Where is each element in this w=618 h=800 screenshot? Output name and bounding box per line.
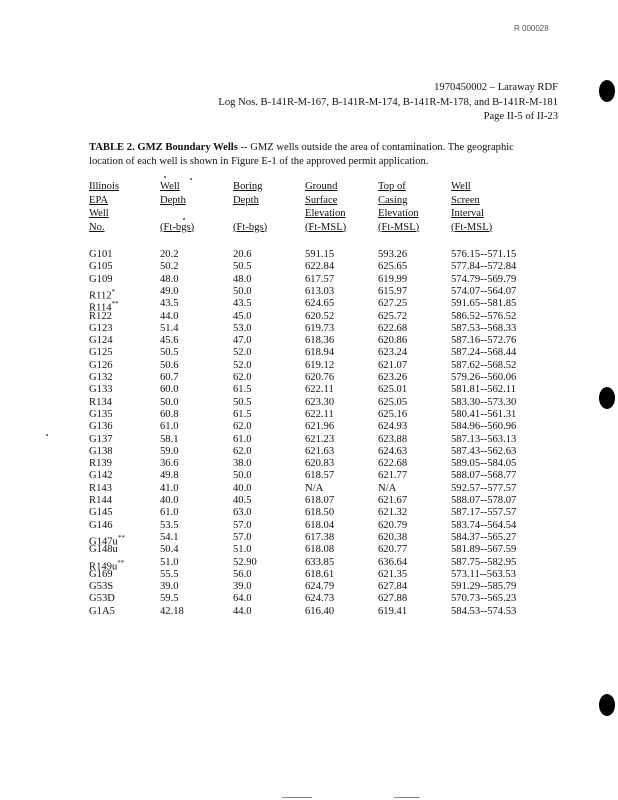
table-cell: 620.79: [378, 519, 408, 531]
well-id-cell: G101: [89, 249, 113, 260]
table-cell: 587.16--572.76: [451, 335, 517, 347]
scan-edge-mark: [282, 797, 312, 798]
table-cell: 591.65--581.85: [451, 298, 517, 310]
table-cell: 50.5: [233, 396, 252, 408]
well-id-cell: G105: [89, 261, 113, 273]
table-cell: 40.5: [233, 495, 252, 506]
table-cell: 20.6: [233, 249, 252, 260]
well-id-cell: G146: [89, 519, 113, 531]
table-cell: 591.29--585.79: [451, 581, 517, 593]
table-cell: 64.0: [233, 593, 252, 605]
column-header-well-depth: Well Depth (Ft-bgs): [160, 181, 195, 233]
well-id-cell: G53D: [89, 593, 115, 605]
table-cell: 625.01: [378, 384, 408, 396]
table-cell: 52.0: [233, 347, 252, 359]
table-cell: 52.0: [233, 359, 252, 371]
table-cell: 63.0: [233, 507, 252, 519]
table-cell: 60.8: [160, 408, 179, 420]
table-cell: 50.0: [233, 470, 252, 482]
table-cell: 623.26: [378, 372, 408, 383]
table-cell: 42.18: [160, 605, 184, 617]
table-cell: 574.79--569.79: [451, 273, 517, 285]
punch-hole: [599, 80, 615, 102]
table-cell: 40.0: [160, 495, 179, 506]
well-id-cell: R139: [89, 458, 112, 470]
table-cell: 627.84: [378, 581, 408, 593]
well-id-cell: G148u: [89, 544, 118, 556]
table-cell: 51.0: [233, 544, 252, 556]
table-cell: 624.79: [305, 581, 335, 593]
well-id-cell: R149u**: [89, 558, 125, 573]
table-cell: 633.85: [305, 556, 335, 568]
table-cell: 61.5: [233, 408, 252, 420]
table-cell: 618.07: [305, 495, 335, 506]
table-cell: 624.73: [305, 593, 335, 605]
table-cell: 622.68: [378, 458, 408, 470]
table-cell: 573.11--563.53: [451, 568, 516, 580]
table-cell: 587.62--568.52: [451, 359, 517, 371]
table-cell: 619.99: [378, 273, 408, 285]
table-cell: 588.07--568.77: [451, 470, 517, 482]
table-cell: 51.0: [160, 556, 179, 568]
table-cell: 40.0: [233, 482, 252, 494]
table-cell: 43.5: [233, 298, 252, 310]
table-cell: 59.0: [160, 445, 179, 457]
table-cell: 62.0: [233, 372, 252, 383]
table-cell: 55.5: [160, 568, 179, 580]
table-cell: 61.5: [233, 384, 252, 396]
table-cell: 622.11: [305, 408, 334, 420]
well-id-cell: G109: [89, 273, 113, 285]
well-id-cell: G169: [89, 568, 113, 580]
well-id-cell: R114**: [89, 300, 119, 314]
table-cell: 61.0: [233, 433, 252, 445]
table-cell: 617.38: [305, 531, 335, 543]
table-cell: 587.13--563.13: [451, 433, 517, 445]
column-header-screen-interval: Well Screen Interval (Ft-MSL): [451, 181, 493, 233]
table-cell: 617.57: [305, 273, 335, 285]
table-cell: 38.0: [233, 458, 252, 470]
table-cell: 618.04: [305, 519, 335, 531]
table-cell: 577.84--572.84: [451, 261, 517, 273]
table-cell: 625.72: [378, 310, 408, 322]
table-cell: 60.0: [160, 384, 179, 396]
table-cell: 636.64: [378, 556, 408, 568]
table-cell: 44.0: [233, 605, 252, 617]
table-cell: 620.52: [305, 310, 335, 322]
well-id-cell: R144: [89, 495, 112, 506]
table-cell: 57.0: [233, 531, 252, 543]
table-cell: 622.11: [305, 384, 334, 396]
table-cell: 620.38: [378, 531, 408, 543]
table-cell: 618.36: [305, 335, 335, 347]
table-cell: 618.94: [305, 347, 335, 359]
table-cell: 39.0: [160, 581, 179, 593]
well-id-cell: G135: [89, 408, 113, 420]
table-cell: 586.52--576.52: [451, 310, 517, 322]
table-cell: 589.05--584.05: [451, 458, 517, 470]
well-id-cell: G136: [89, 421, 113, 433]
table-cell: 621.77: [378, 470, 408, 482]
table-cell: 50.4: [160, 544, 179, 556]
table-cell: 619.41: [378, 605, 408, 617]
table-cell: 623.30: [305, 396, 335, 408]
table-cell: 45.6: [160, 335, 179, 347]
table-cell: 574.07--564.07: [451, 285, 517, 297]
table-cell: 621.07: [378, 359, 408, 371]
table-cell: 52.90: [233, 556, 257, 568]
well-id-cell: G126: [89, 359, 113, 371]
table-cell: 584.37--565.27: [451, 531, 517, 543]
table-cell: 41.0: [160, 482, 179, 494]
well-id-cell: G138: [89, 445, 113, 457]
table-cell: 61.0: [160, 421, 179, 433]
table-cell: 59.5: [160, 593, 179, 605]
table-cell: 618.61: [305, 568, 335, 580]
table-cell: N/A: [378, 482, 397, 494]
table-cell: 45.0: [233, 310, 252, 322]
punch-hole: [599, 694, 615, 716]
column-header-well-no: Illinois EPA Well No.: [89, 181, 120, 233]
table-cell: 58.1: [160, 433, 179, 445]
table-cell: 48.0: [160, 273, 179, 285]
table-cell: 624.93: [378, 421, 408, 433]
table-cell: 624.63: [378, 445, 408, 457]
well-id-cell: G53S: [89, 581, 114, 593]
table-cell: 49.0: [160, 285, 179, 297]
table-cell: 620.86: [378, 335, 408, 347]
table-cell: 48.0: [233, 273, 252, 285]
table-cell: 44.0: [160, 310, 179, 322]
table-cell: 62.0: [233, 421, 252, 433]
scan-edge-mark: [394, 797, 420, 798]
table-cell: 39.0: [233, 581, 252, 593]
header-log-numbers: Log Nos. B-141R-M-167, B-141R-M-174, B-141R-M-178, and B-141R-M-181: [218, 97, 558, 108]
well-id-cell: G123: [89, 322, 113, 334]
table-cell: 576.15--571.15: [451, 249, 517, 260]
table-cell: 623.88: [378, 433, 408, 445]
table-cell: 53.0: [233, 322, 252, 334]
table-cell: 593.26: [378, 249, 408, 260]
table-cell: 61.0: [160, 507, 179, 519]
table-cell: 53.5: [160, 519, 179, 531]
well-id-cell: G125: [89, 347, 113, 359]
table-cell: 50.0: [160, 396, 179, 408]
well-id-cell: G142: [89, 470, 113, 482]
table-cell: 50.6: [160, 359, 179, 371]
table-cell: 47.0: [233, 335, 252, 347]
table-cell: 51.4: [160, 322, 179, 334]
table-cell: 587.75--582.95: [451, 556, 517, 568]
table-cell: 50.0: [233, 285, 252, 297]
table-cell: 622.68: [378, 322, 408, 334]
well-id-cell: G133: [89, 384, 113, 396]
table-cell: 570.73--565.23: [451, 593, 517, 605]
table-cell: 625.65: [378, 261, 408, 273]
header-page-number: Page II-5 of II-23: [483, 111, 558, 122]
table-cell: 54.1: [160, 531, 179, 543]
table-cell: 623.24: [378, 347, 408, 359]
table-cell: 62.0: [233, 445, 252, 457]
table-caption-title: TABLE 2. GMZ Boundary Wells: [89, 142, 238, 153]
table-cell: 56.0: [233, 568, 252, 580]
table-cell: 50.5: [233, 261, 252, 273]
well-id-cell: G124: [89, 335, 113, 347]
table-cell: 584.96--560.96: [451, 421, 517, 433]
table-cell: 616.40: [305, 605, 335, 617]
table-cell: 581.89--567.59: [451, 544, 517, 556]
table-cell: 20.2: [160, 249, 179, 260]
table-cell: 584.53--574.53: [451, 605, 517, 617]
table-caption: [89, 141, 541, 169]
table-cell: 621.96: [305, 421, 335, 433]
well-id-cell: G137: [89, 433, 113, 445]
table-cell: 60.7: [160, 372, 179, 383]
table-cell: 618.08: [305, 544, 335, 556]
table-cell: 43.5: [160, 298, 179, 310]
table-cell: 588.07--578.07: [451, 495, 517, 506]
punch-hole: [599, 387, 615, 409]
table-cell: 613.03: [305, 285, 335, 297]
page-stamp: R 000028: [514, 24, 549, 33]
table-cell: 619.73: [305, 322, 335, 334]
table-cell: 620.77: [378, 544, 408, 556]
table-cell: 621.67: [378, 495, 408, 506]
table-cell: 622.84: [305, 261, 335, 273]
column-header-ground-elevation: Ground Surface Elevation (Ft-MSL): [305, 181, 347, 233]
column-header-casing-elevation: Top of Casing Elevation (Ft-MSL): [378, 181, 420, 233]
table-cell: 583.30--573.30: [451, 396, 517, 408]
table-caption-text: -- GMZ wells outside the area of contamination. The geographic location of each well is shown in Figure E-1 of the approved permit application.: [89, 142, 514, 167]
table-cell: 621.32: [378, 507, 408, 519]
table-cell: 625.16: [378, 408, 408, 420]
header-project-line: 1970450002 – Laraway RDF: [434, 82, 558, 93]
well-id-cell: G1A5: [89, 605, 115, 617]
table-cell: 587.43--562.63: [451, 445, 517, 457]
table-cell: 581.81--562.11: [451, 384, 516, 396]
table-cell: 619.12: [305, 359, 335, 371]
table-cell: 587.17--557.57: [451, 507, 517, 519]
table-cell: 50.2: [160, 261, 179, 273]
table-cell: 579.26--560.06: [451, 372, 517, 383]
well-id-cell: R122: [89, 310, 112, 322]
table-cell: 627.88: [378, 593, 408, 605]
table-cell: 621.63: [305, 445, 335, 457]
table-cell: 620.76: [305, 372, 335, 383]
table-cell: 580.41--561.31: [451, 408, 517, 420]
table-cell: 587.53--568.33: [451, 322, 517, 334]
scan-speck: [164, 176, 166, 178]
table-cell: 621.35: [378, 568, 408, 580]
table-cell: 592.57--577.57: [451, 482, 517, 494]
table-cell: 618.50: [305, 507, 335, 519]
well-id-cell: G147u**: [89, 533, 125, 548]
table-cell: 591.15: [305, 249, 335, 260]
table-cell: 625.05: [378, 396, 408, 408]
table-cell: 618.57: [305, 470, 335, 482]
table-cell: 50.5: [160, 347, 179, 359]
table-cell: 624.65: [305, 298, 335, 310]
table-cell: 627.25: [378, 298, 408, 310]
table-cell: 36.6: [160, 458, 179, 470]
table-cell: 583.74--564.54: [451, 519, 517, 531]
table-cell: 57.0: [233, 519, 252, 531]
well-id-cell: R112*: [89, 287, 116, 302]
column-header-boring-depth: Boring Depth (Ft-bgs): [233, 181, 268, 233]
table-cell: 620.83: [305, 458, 335, 470]
well-id-cell: G145: [89, 507, 113, 519]
scan-speck: [46, 434, 48, 436]
table-cell: 49.8: [160, 470, 179, 482]
table-cell: 621.23: [305, 433, 335, 445]
well-id-cell: R143: [89, 482, 112, 494]
table-cell: 587.24--568.44: [451, 347, 517, 359]
well-id-cell: R134: [89, 396, 112, 408]
table-cell: 615.97: [378, 285, 408, 297]
well-id-cell: G132: [89, 372, 113, 383]
table-cell: N/A: [305, 482, 324, 494]
